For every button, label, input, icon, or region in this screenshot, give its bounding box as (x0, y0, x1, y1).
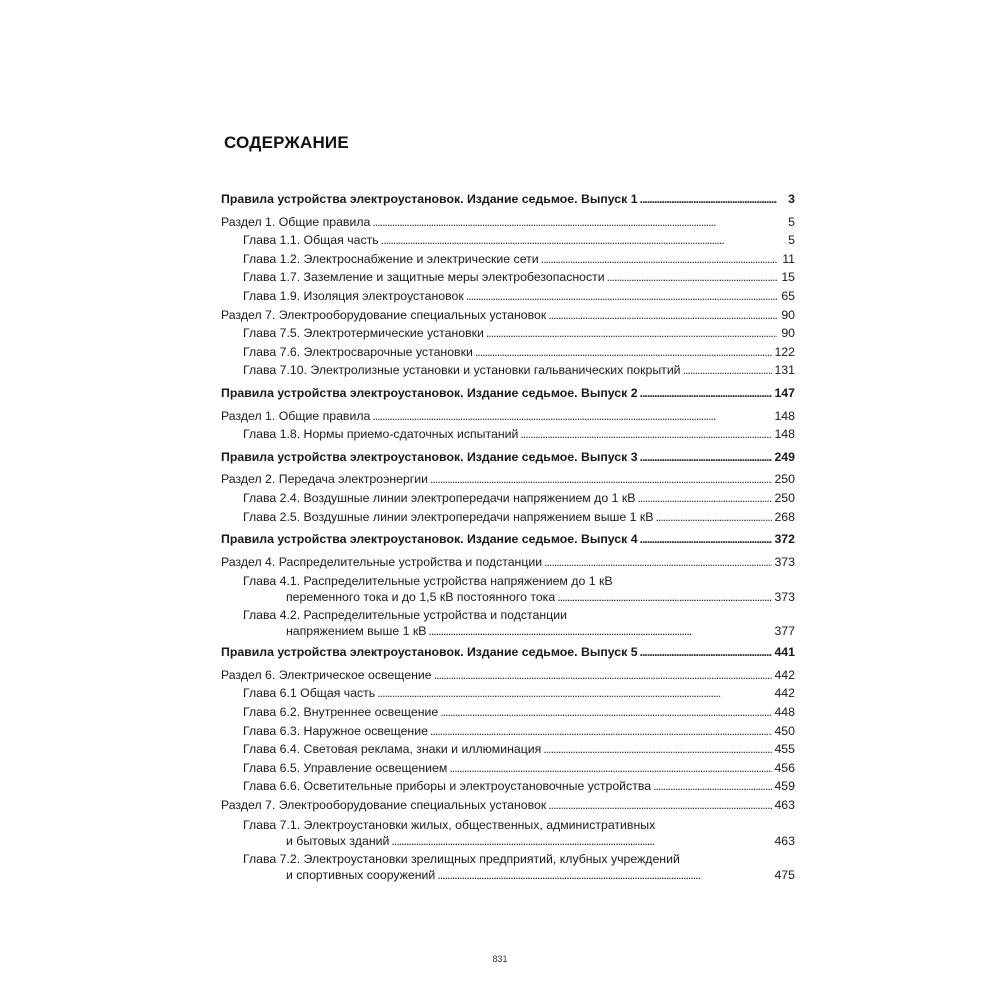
leader-dots (475, 343, 773, 362)
toc-chapter[interactable] (221, 287, 795, 306)
toc-chapter[interactable] (221, 508, 795, 527)
leader-dots (466, 287, 777, 306)
toc-chapter[interactable] (221, 250, 795, 269)
toc-entry-title: Раздел 2. Передача электроэнергии (221, 472, 429, 487)
leader-dots (541, 250, 777, 269)
toc-part-3[interactable] (221, 448, 795, 467)
leader-dots (381, 231, 777, 250)
toc-entry-title: Правила устройства электроустановок. Издание седьмое. Выпуск 5 (221, 645, 638, 660)
toc-entry-title-cont: напряжением выше 1 кВ (286, 624, 427, 639)
toc-entry-title: Глава 6.4. Световая реклама, знаки и иллюминация (243, 742, 542, 757)
toc-entry-page: 15 (781, 270, 795, 285)
toc-chapter[interactable] (221, 777, 795, 796)
toc-chapter[interactable] (221, 851, 795, 883)
toc-chapter[interactable] (221, 817, 795, 849)
leader-dots (557, 589, 772, 605)
toc-entry-title: Раздел 1. Общие правила (221, 408, 371, 423)
toc-entry-title: Раздел 7. Электрооборудование специальных установок (221, 307, 547, 322)
toc-entry-title: Глава 6.1 Общая часть (243, 686, 376, 701)
toc-entry-page: 250 (774, 490, 795, 505)
toc-entry-title: Правила устройства электроустановок. Издание седьмое. Выпуск 4 (221, 532, 638, 547)
toc-entry-page: 475 (774, 867, 795, 882)
toc-entry-page: 122 (774, 344, 795, 359)
toc-entry-title: Правила устройства электроустановок. Издание седьмое. Выпуск 3 (221, 449, 638, 464)
toc-entry-title-cont: переменного тока и до 1,5 кВ постоянного тока (286, 590, 556, 605)
leader-dots (430, 470, 772, 489)
leader-dots (544, 553, 772, 572)
toc-chapter[interactable] (221, 759, 795, 778)
leader-dots (640, 384, 773, 403)
toc-entry-title: Раздел 4. Распределительные устройства и подстанции (221, 554, 543, 569)
toc-entry-page: 442 (774, 667, 795, 682)
toc-entry-page: 131 (774, 363, 795, 378)
toc-entry-page: 442 (774, 686, 795, 701)
toc-entry-title: Глава 1.7. Заземление и защитные меры электробезопасности (243, 270, 605, 285)
leader-dots (640, 190, 777, 209)
toc-entry-title: Раздел 1. Общие правила (221, 214, 371, 229)
toc-entry-page: 148 (774, 408, 795, 423)
toc-chapter[interactable] (221, 573, 795, 605)
toc-chapter[interactable] (221, 722, 795, 741)
toc-entry-page: 377 (774, 624, 795, 639)
leader-dots (434, 666, 773, 685)
leader-dots (520, 425, 772, 444)
toc-chapter[interactable] (221, 361, 795, 380)
toc-entry-page: 90 (781, 307, 795, 322)
toc-entry-page: 373 (774, 554, 795, 569)
toc-entry-title: Глава 6.5. Управление освещением (243, 760, 448, 775)
leader-dots (548, 306, 777, 325)
toc-entry-page: 455 (774, 742, 795, 757)
toc-entry-title: Глава 7.5. Электротермические установки (243, 326, 484, 341)
table-of-contents (221, 190, 795, 883)
page-title: СОДЕРЖАНИЕ (224, 133, 349, 152)
toc-chapter[interactable] (221, 607, 795, 639)
toc-entry-page: 373 (774, 590, 795, 605)
toc-chapter[interactable] (221, 231, 795, 250)
toc-entry-title: Раздел 7. Электрооборудование специальных установок (221, 798, 547, 813)
toc-entry-page: 463 (774, 798, 795, 813)
leader-dots (372, 213, 777, 232)
leader-dots (440, 703, 772, 722)
leader-dots (683, 361, 773, 380)
toc-entry-page: 463 (774, 833, 795, 848)
leader-dots (449, 759, 772, 778)
toc-entry-title: Глава 2.5. Воздушные линии электропередачи напряжением выше 1 кВ (243, 509, 654, 524)
toc-chapter[interactable] (221, 343, 795, 362)
toc-section[interactable] (221, 796, 795, 815)
leader-dots (640, 530, 773, 549)
toc-entry-title: Глава 7.10. Электролизные установки и установки гальванических покрытий (243, 363, 681, 378)
toc-entry-title: Глава 1.1. Общая часть (243, 233, 379, 248)
leader-dots (486, 324, 777, 343)
leader-dots (543, 740, 772, 759)
toc-entry-page: 372 (774, 532, 795, 547)
toc-entry-title-cont: и спортивных сооружений (286, 867, 436, 882)
toc-entry-page: 450 (774, 723, 795, 738)
toc-part-2[interactable] (221, 384, 795, 403)
leader-dots (391, 833, 772, 849)
toc-entry-title: Глава 1.2. Электроснабжение и электрические сети (243, 251, 539, 266)
toc-part-4[interactable] (221, 530, 795, 549)
toc-chapter[interactable] (221, 740, 795, 759)
toc-entry-title: Глава 7.1. Электроустановки жилых, общественных, административных (243, 817, 656, 832)
toc-entry-title: Глава 1.9. Изоляция электроустановок (243, 288, 464, 303)
leader-dots (656, 508, 773, 527)
toc-entry-title: Раздел 6. Электрическое освещение (221, 667, 432, 682)
toc-entry-title: Глава 4.1. Распределительные устройства напряжением до 1 кВ (243, 574, 613, 589)
toc-section[interactable] (221, 306, 795, 325)
toc-section[interactable] (221, 213, 795, 232)
toc-entry-page: 148 (774, 427, 795, 442)
toc-entry-title: Правила устройства электроустановок. Издание седьмое. Выпуск 2 (221, 385, 638, 400)
leader-dots (372, 407, 772, 426)
leader-dots (607, 268, 777, 287)
toc-entry-page: 5 (788, 214, 795, 229)
toc-part-1[interactable] (221, 190, 795, 209)
toc-entry-title-cont: и бытовых зданий (286, 833, 390, 848)
toc-entry-page: 250 (774, 472, 795, 487)
toc-chapter[interactable] (221, 425, 795, 444)
toc-entry-title: Глава 7.2. Электроустановки зрелищных предприятий, клубных учреждений (243, 851, 680, 866)
toc-entry-page: 448 (774, 705, 795, 720)
toc-entry-title: Глава 6.3. Наружное освещение (243, 723, 428, 738)
toc-chapter[interactable] (221, 684, 795, 703)
leader-dots (430, 722, 773, 741)
toc-entry-page: 456 (774, 760, 795, 775)
leader-dots (640, 643, 773, 662)
toc-entry-page: 5 (788, 233, 795, 248)
leader-dots (428, 623, 772, 639)
leader-dots (637, 489, 772, 508)
toc-chapter[interactable] (221, 268, 795, 287)
leader-dots (437, 867, 772, 883)
toc-section[interactable] (221, 407, 795, 426)
toc-part-5[interactable] (221, 643, 795, 662)
toc-chapter[interactable] (221, 489, 795, 508)
toc-section[interactable] (221, 470, 795, 489)
toc-entry-page: 11 (782, 251, 795, 266)
leader-dots (548, 796, 772, 815)
toc-entry-page: 249 (774, 449, 795, 464)
toc-entry-page: 268 (774, 509, 795, 524)
toc-entry-page: 3 (788, 192, 795, 206)
toc-entry-page: 65 (781, 288, 795, 303)
toc-entry-title: Глава 1.8. Нормы приемо-сдаточных испытаний (243, 427, 519, 442)
toc-entry-title: Глава 6.6. Осветительные приборы и электроустановочные устройства (243, 779, 652, 794)
toc-entry-title: Правила устройства электроустановок. Издание седьмое. Выпуск 1 (221, 192, 638, 206)
toc-entry-title: Глава 2.4. Воздушные линии электропередачи напряжением до 1 кВ (243, 490, 636, 505)
toc-entry-page: 441 (774, 645, 795, 660)
leader-dots (377, 684, 772, 703)
toc-entry-title: Глава 4.2. Распределительные устройства и подстанции (243, 608, 567, 623)
toc-entry-title: Глава 7.6. Электросварочные установки (243, 344, 473, 359)
page-number: 831 (492, 954, 508, 964)
toc-entry-page: 90 (781, 326, 795, 341)
toc-entry-page: 459 (774, 779, 795, 794)
leader-dots (653, 777, 772, 796)
toc-chapter[interactable] (221, 324, 795, 343)
toc-entry-title: Глава 6.2. Внутреннее освещение (243, 705, 439, 720)
toc-section[interactable] (221, 666, 795, 685)
toc-chapter[interactable] (221, 703, 795, 722)
toc-section[interactable] (221, 553, 795, 572)
leader-dots (640, 448, 773, 467)
toc-entry-page: 147 (774, 385, 795, 400)
